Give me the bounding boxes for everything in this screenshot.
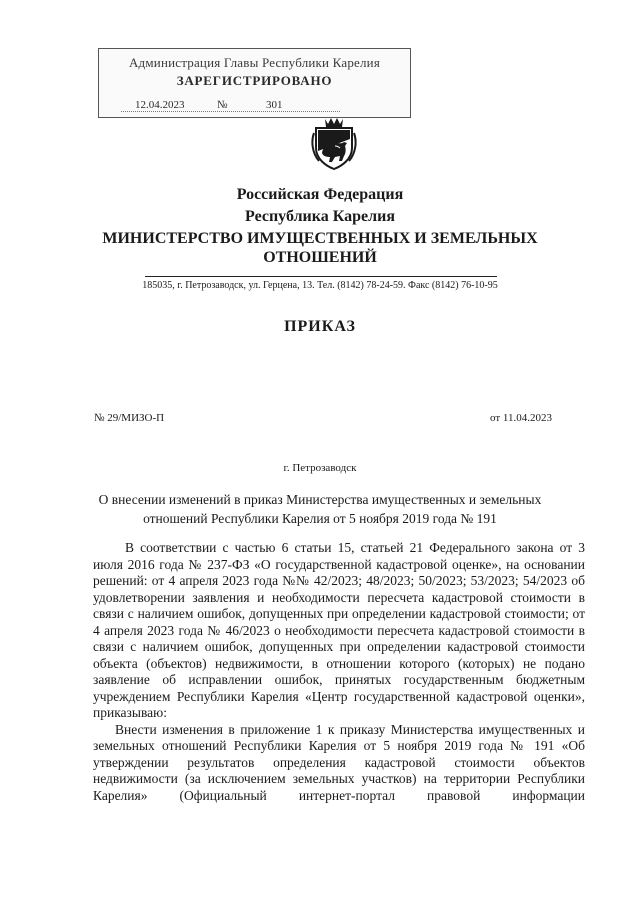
country-heading: Российская Федерация [236,186,404,203]
order-body [93,540,585,804]
order-number: № 29/МИЗО-П [94,412,165,424]
order-title: ПРИКАЗ [284,318,356,335]
registration-stamp [98,48,411,118]
ministry-heading-line2: ОТНОШЕНИЙ [263,249,377,266]
body-paragraph-1: В соответствии с частью 6 статьи 15, статьей 21 Федерального закона от 3 июля 2016 года № 237-ФЗ «О государственной кадастровой оценке», на основании решений: от 4 апреля 2023 года №№ 42/2023; 48/2023; 50/2023; 53/2023; 54/2023 об удовлетворении заявления и необходимости пересчета кадастровой стоимости в связи с наличием ошибок, допущенных при определении кадастровой стоимости; от 4 апреля 2023 года № 46/2023 о необходимости пересчета кадастровой стоимости в связи с наличием ошибок, допущенных при определении кадастровой стоимости объекта (объектов) недвижимости, в отношении которого (которых) не подано заявление об исправлении ошибок, принятых государственным бюджетным учреждением Республики Карелия «Центр государственной кадастровой оценки», [93,540,585,704]
stamp-registered-label: ЗАРЕГИСТРИРОВАНО [176,73,333,88]
stamp-underline [121,111,340,112]
body-paragraph-1-end: приказываю: [93,705,167,720]
order-subject-line1: О внесении изменений в приказ Министерства имущественных и земельных [98,492,542,507]
stamp-date: 12.04.2023 [135,99,185,111]
stamp-number: 301 [266,99,283,111]
order-date: от 11.04.2023 [490,412,553,424]
header-divider [145,276,497,277]
order-subject [0,490,640,528]
republic-heading: Республика Карелия [245,208,395,225]
ministry-heading-line1: МИНИСТЕРСТВО ИМУЩЕСТВЕННЫХ И ЗЕМЕЛЬНЫХ [102,230,538,247]
coat-of-arms-icon [311,115,357,171]
body-paragraph-2: Внести изменения в приложение 1 к приказу Министерства имущественных и земельных отношений Республики Карелия от 5 ноября 2019 года № 191 «Об утверждении результатов определения кадастровой стоимости объектов недвижимости (за исключением земельных участков) на территории Республики Карелия» (Официальный интернет-портал правовой информации [93,721,585,803]
ministry-address: 185035, г. Петрозаводск, ул. Герцена, 13. Тел. (8142) 78-24-59. Факс (8142) 76-10-95 [142,280,498,291]
stamp-number-label: № [217,99,228,111]
stamp-authority: Администрация Главы Республики Карелия [128,55,381,70]
order-city: г. Петрозаводск [283,462,357,474]
order-subject-line2: отношений Республики Карелия от 5 ноября 2019 года № 191 [143,511,497,526]
